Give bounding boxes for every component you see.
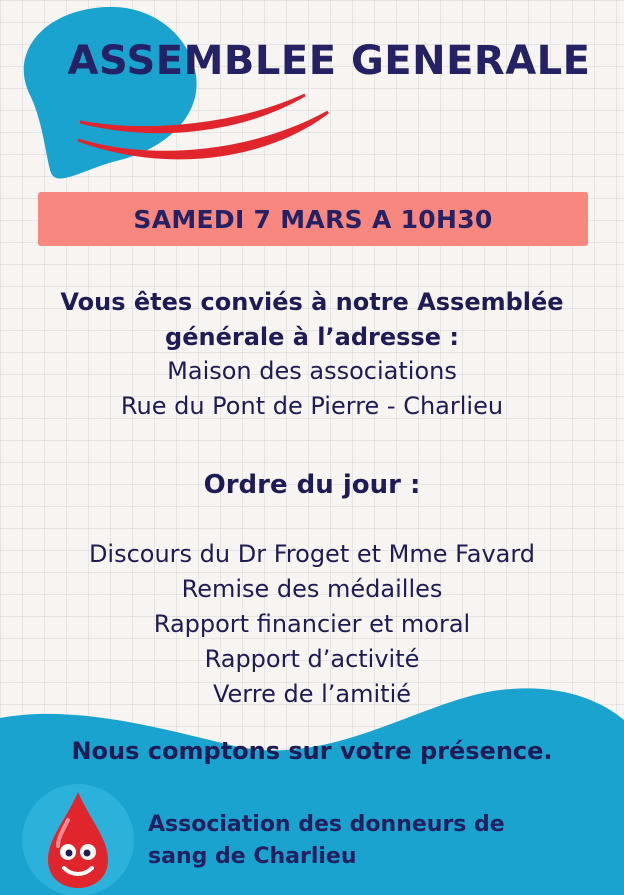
blood-drop-mascot-icon	[18, 780, 138, 895]
agenda-item: Rapport financier et moral	[153, 610, 471, 638]
invitation-line-2: générale à l’adresse :	[165, 323, 459, 351]
address	[0, 354, 624, 424]
invitation-line-1: Vous êtes conviés à notre Assemblée	[60, 288, 564, 316]
page-title: ASSEMBLEE GENERALE	[67, 38, 591, 84]
address-line-1: Maison des associations	[167, 357, 457, 385]
invitation-text	[0, 285, 624, 355]
agenda-item: Remise des médailles	[181, 575, 443, 603]
address-line-2: Rue du Pont de Pierre - Charlieu	[120, 392, 504, 420]
date-banner	[38, 192, 588, 246]
association-name	[148, 809, 588, 873]
agenda-title: Ordre du jour :	[203, 470, 421, 500]
agenda-item: Rapport d’activité	[204, 645, 420, 673]
closing-text: Nous comptons sur votre présence.	[71, 737, 553, 765]
agenda-item: Discours du Dr Froget et Mme Favard	[88, 540, 536, 568]
agenda-list	[0, 537, 624, 712]
date-text: SAMEDI 7 MARS A 10H30	[133, 204, 493, 234]
association-line-2: sang de Charlieu	[148, 844, 357, 869]
association-line-1: Association des donneurs de	[148, 812, 505, 837]
agenda-item: Verre de l’amitié	[212, 680, 412, 708]
